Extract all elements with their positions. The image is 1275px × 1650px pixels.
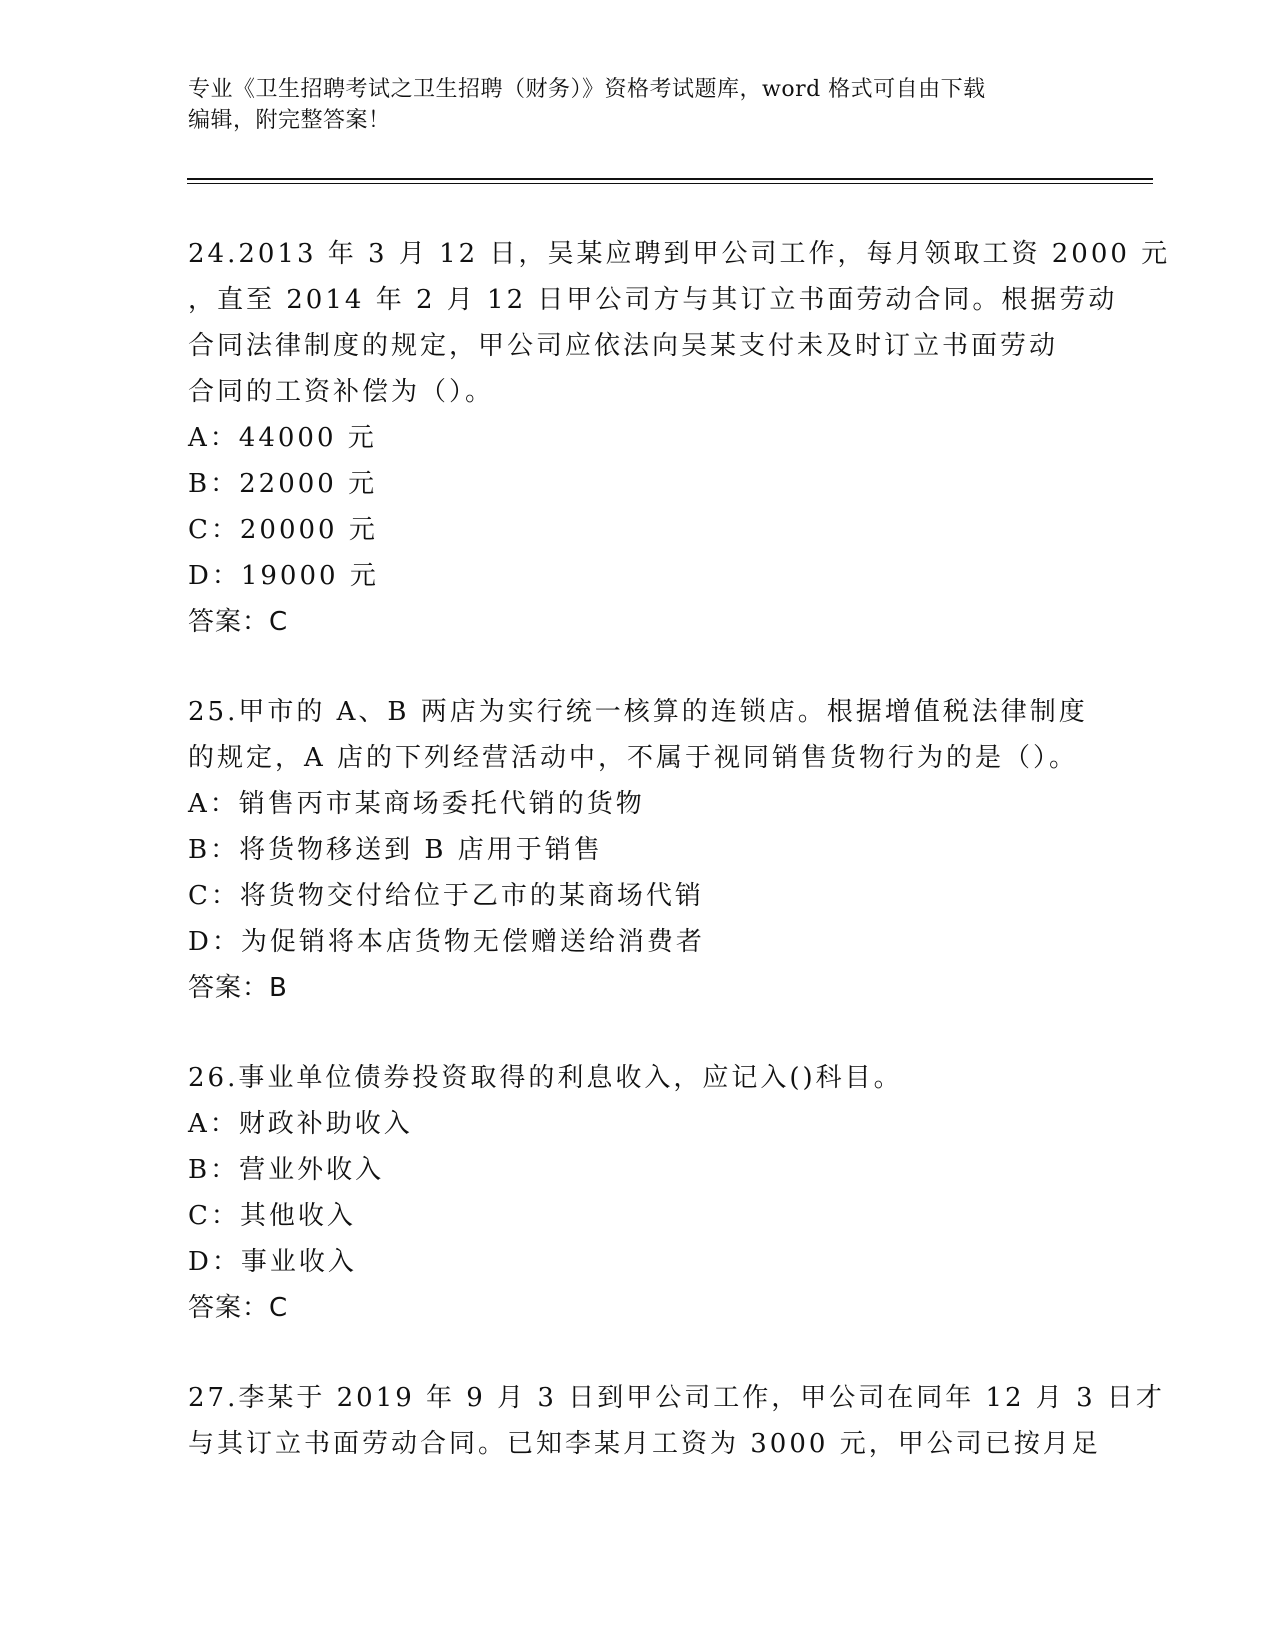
stem-line: 合同法律制度的规定，甲公司应依法向吴某支付未及时订立书面劳动 [188,331,1059,361]
option-b: B：营业外收入 [188,1155,385,1185]
answer: 答案：B [188,973,288,1003]
document-header [188,74,1088,136]
stem-line: 合同的工资补偿为（）。 [188,377,495,407]
option-d: D：事业收入 [188,1247,357,1277]
stem-line: 25.甲市的 A、B 两店为实行统一核算的连锁店。根据增值税法律制度 [188,697,1088,727]
header-divider-thin [187,183,1153,184]
stem-line: 与其订立书面劳动合同。已知李某月工资为 3000 元，甲公司已按月足 [188,1429,1101,1459]
question-27 [188,1375,1188,1467]
option-a: A：44000 元 [188,423,377,453]
option-c: C：20000 元 [188,515,378,545]
stem-line: 24.2013 年 3 月 12 日，吴某应聘到甲公司工作，每月领取工资 2000 元 [188,239,1171,269]
option-b: B：将货物移送到 B 店用于销售 [188,835,603,865]
answer: 答案：C [188,607,289,637]
question-stem [188,231,1188,415]
option-d: D：19000 元 [188,561,379,591]
option-b: B：22000 元 [188,469,378,499]
header-line: 专业《卫生招聘考试之卫生招聘（财务）》资格考试题库，word 格式可自由下载 [188,77,986,102]
stem-line: 26.事业单位债券投资取得的利息收入，应记入()科目。 [188,1063,903,1093]
question-24 [188,231,1188,645]
question-list [188,231,1188,1467]
stem-line: 的规定，A 店的下列经营活动中，不属于视同销售货物行为的是（）。 [188,743,1079,773]
question-25 [188,689,1188,1011]
option-c: C：其他收入 [188,1201,356,1231]
spacer [188,645,1188,689]
stem-line: 27.李某于 2019 年 9 月 3 日到甲公司工作，甲公司在同年 12 月 3 日才 [188,1383,1165,1413]
stem-line: ，直至 2014 年 2 月 12 日甲公司方与其订立书面劳动合同。根据劳动 [188,285,1118,315]
header-line: 编辑，附完整答案！ [188,108,391,133]
spacer [188,1011,1188,1055]
question-26 [188,1055,1188,1331]
spacer [188,1331,1188,1375]
question-stem [188,1055,1188,1101]
header-divider-thick [187,178,1153,180]
question-stem [188,689,1188,781]
question-stem [188,1375,1188,1467]
option-c: C：将货物交付给位于乙市的某商场代销 [188,881,704,911]
option-a: A：销售丙市某商场委托代销的货物 [188,789,645,819]
answer: 答案：C [188,1293,289,1323]
option-d: D：为促销将本店货物无偿赠送给消费者 [188,927,705,957]
option-a: A：财政补助收入 [188,1109,413,1139]
